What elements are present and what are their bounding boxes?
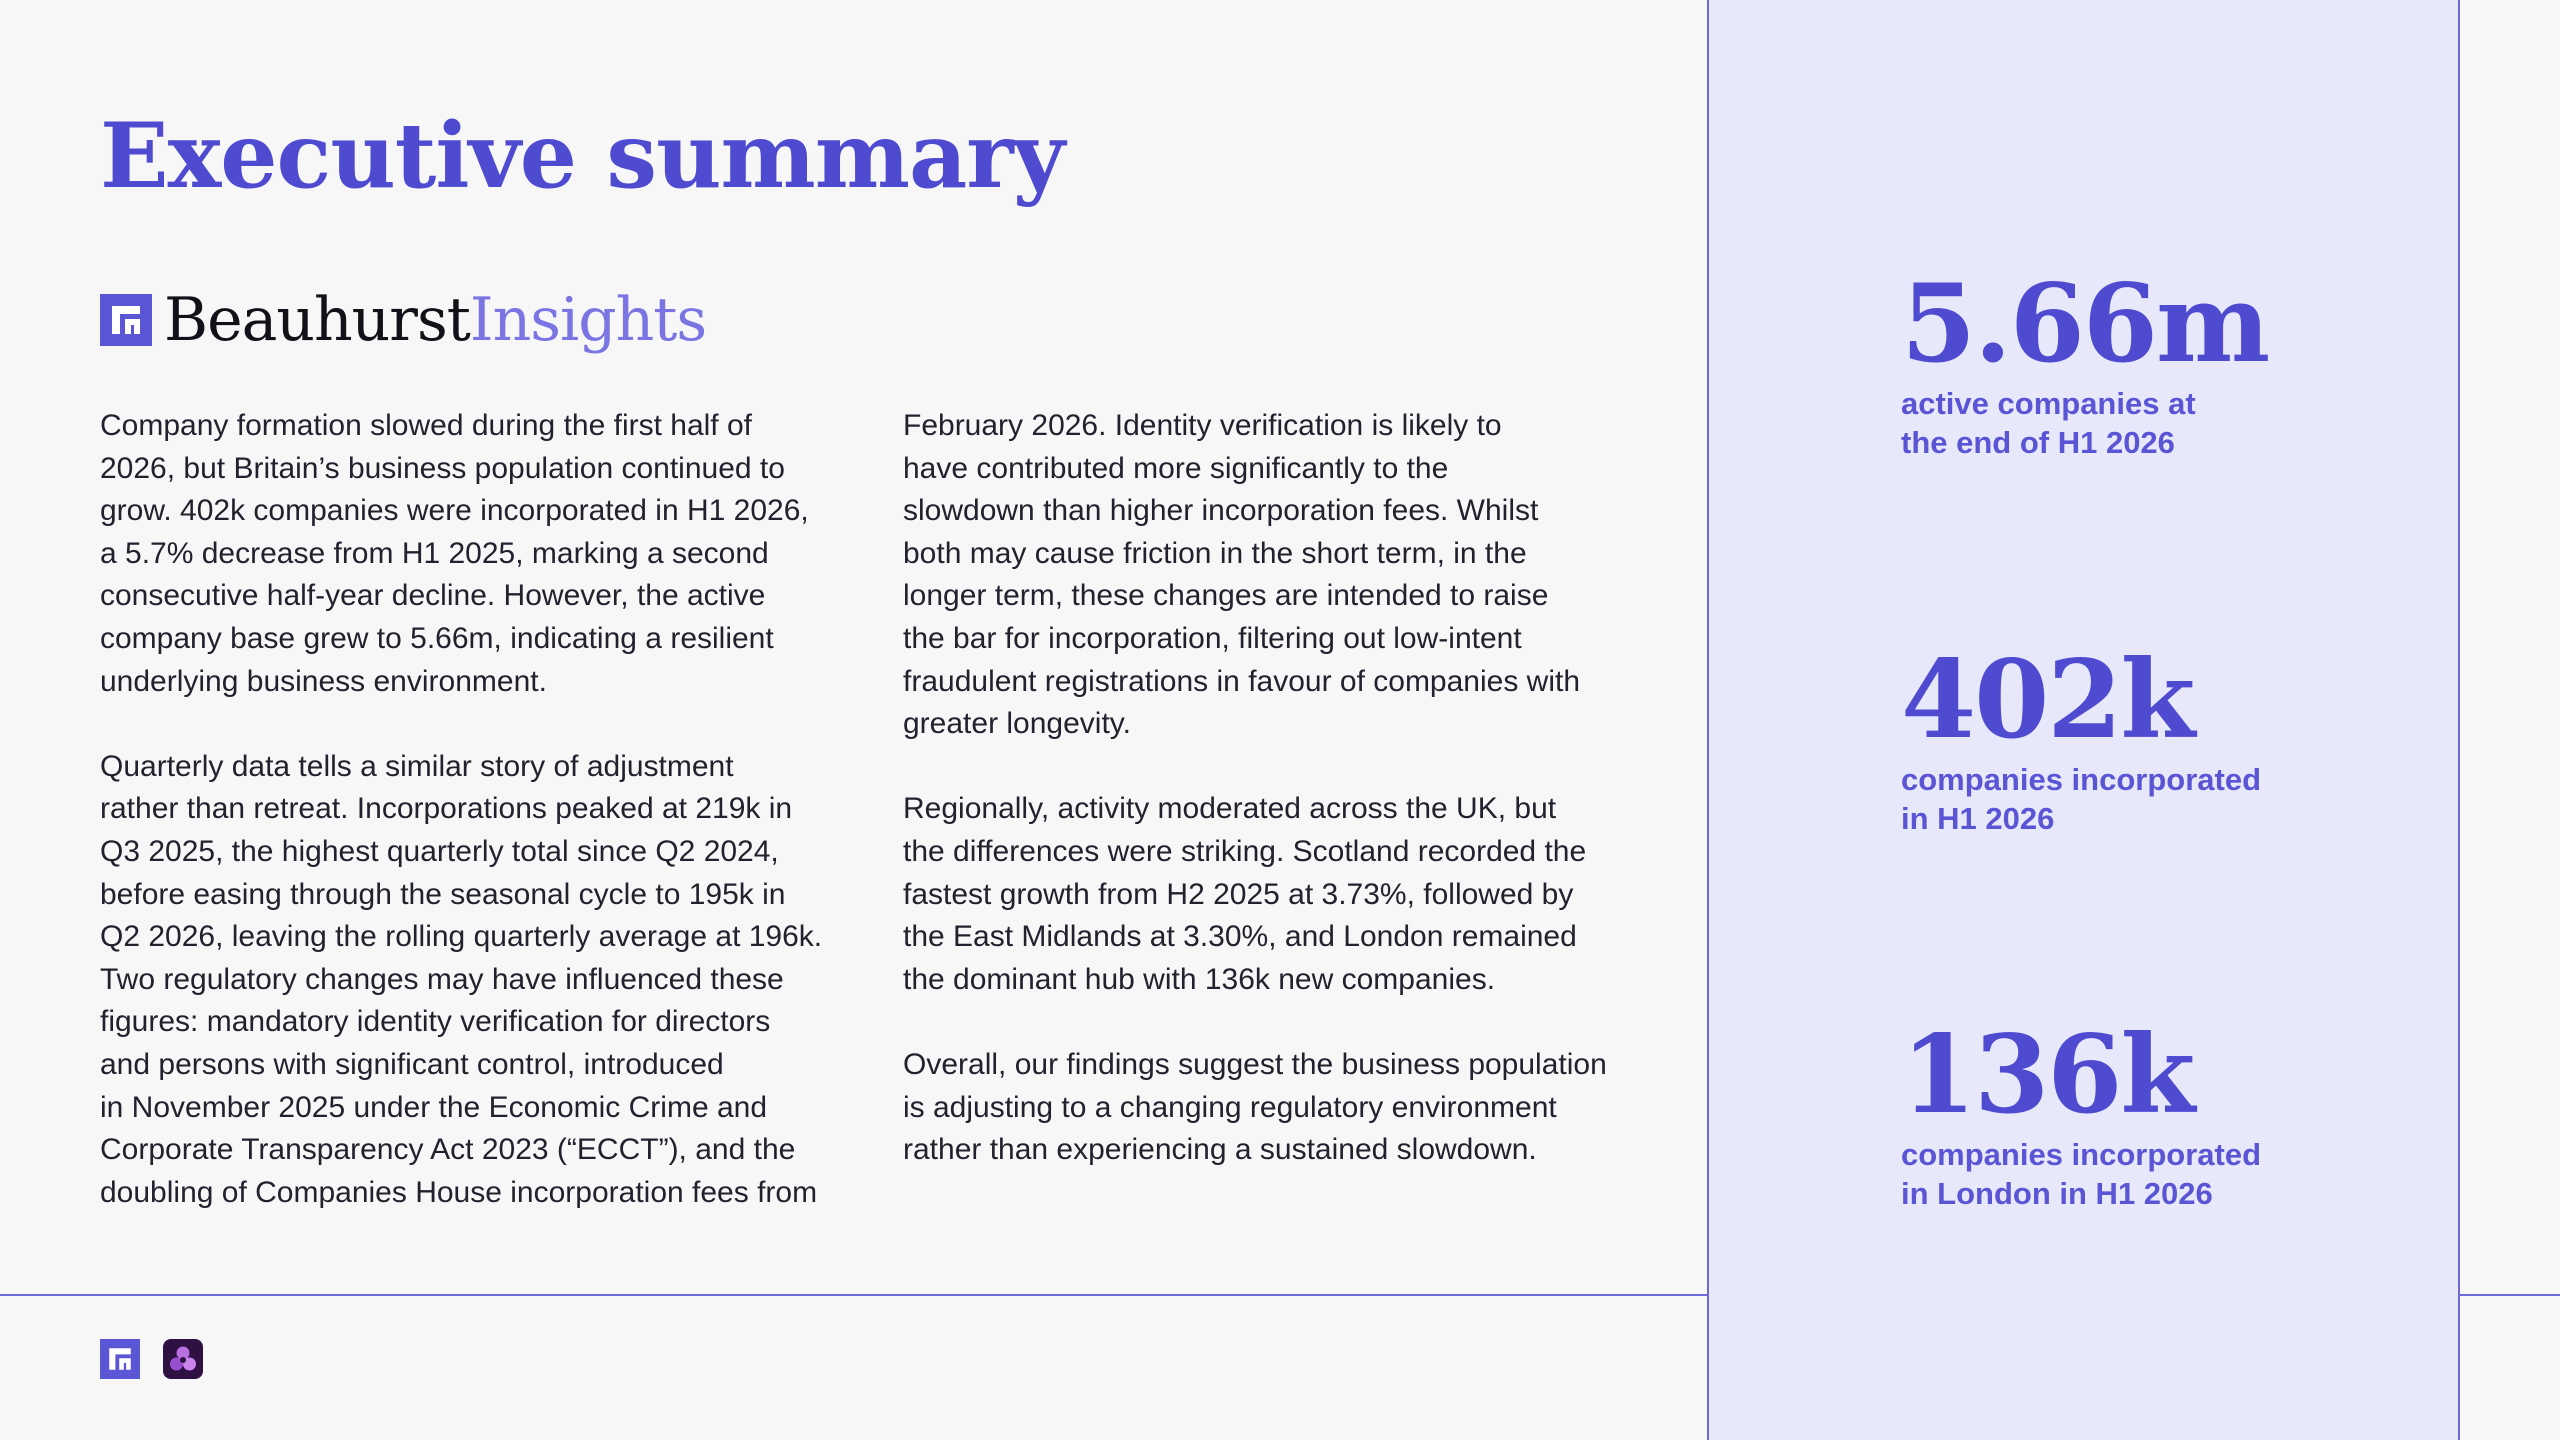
text-line: before easing through the seasonal cycle to 195k in — [100, 877, 786, 911]
stat-value: 402k — [1901, 637, 2194, 763]
text-line: Two regulatory changes may have influenced these — [100, 962, 784, 996]
paragraph — [903, 1044, 1663, 1172]
beauhurst-logo-icon — [100, 294, 152, 346]
text-line: the dominant hub with 136k new companies. — [903, 962, 1496, 996]
beauhurst-insights-logo — [100, 284, 706, 356]
stat-companies-incorporated — [1901, 637, 2262, 838]
partner-logo-icon — [163, 1339, 203, 1379]
stat-london-incorporations — [1901, 1012, 2262, 1213]
stat-label — [1901, 760, 2261, 838]
text-line: both may cause friction in the short term, in the — [903, 536, 1527, 570]
text-line: the differences were striking. Scotland recorded the — [903, 834, 1587, 868]
text-line: the bar for incorporation, filtering out low-intent — [903, 621, 1522, 655]
page-title: Executive summary — [100, 103, 1064, 209]
footer-divider-left — [0, 1294, 1707, 1296]
logo-word-insights: Insights — [469, 285, 707, 355]
stat-label-line: the end of H1 2026 — [1901, 425, 2175, 460]
stat-label-line: in London in H1 2026 — [1901, 1176, 2213, 1211]
stat-label-line: active companies at — [1901, 386, 2196, 421]
body-text-left-column — [100, 405, 860, 1257]
text-line: Q3 2025, the highest quarterly total since Q2 2024, — [100, 834, 779, 868]
text-line: rather than experiencing a sustained slowdown. — [903, 1133, 1537, 1167]
text-line: Corporate Transparency Act 2023 (“ECCT”), and the — [100, 1133, 796, 1167]
text-line: company base grew to 5.66m, indicating a resilient — [100, 621, 774, 655]
text-line: Q2 2026, leaving the rolling quarterly average at 196k. — [100, 920, 823, 954]
text-line: in November 2025 under the Economic Crime and — [100, 1090, 768, 1124]
text-line: slowdown than higher incorporation fees. Whilst — [903, 494, 1539, 528]
text-line: fraudulent registrations in favour of companies with — [903, 664, 1581, 698]
stat-label — [1901, 384, 2268, 462]
paragraph — [903, 405, 1663, 746]
text-line: Overall, our findings suggest the business population — [903, 1047, 1607, 1081]
logo-word-beauhurst: Beauhurst — [164, 285, 470, 355]
body-text-right-column — [903, 405, 1663, 1214]
paragraph — [100, 405, 860, 703]
paragraph — [903, 788, 1663, 1001]
text-line: have contributed more significantly to the — [903, 451, 1449, 485]
text-line: Quarterly data tells a similar story of adjustment — [100, 749, 734, 783]
text-line: February 2026. Identity verification is likely to — [903, 409, 1502, 442]
text-line: 2026, but Britain’s business population continued to — [100, 451, 785, 485]
stat-label-line: in H1 2026 — [1901, 801, 2055, 836]
text-line: grow. 402k companies were incorporated in H1 2026, — [100, 494, 809, 528]
beauhurst-logo-icon — [100, 1339, 140, 1379]
stat-label-line: companies incorporated — [1901, 1137, 2262, 1172]
text-line: greater longevity. — [903, 707, 1131, 741]
key-stats-panel — [1707, 0, 2460, 1440]
text-line: consecutive half-year decline. However, the active — [100, 579, 766, 613]
stat-value: 136k — [1901, 1012, 2194, 1138]
stat-active-companies — [1901, 261, 2269, 462]
text-line: and persons with significant control, introduced — [100, 1047, 724, 1081]
text-line: fastest growth from H2 2025 at 3.73%, followed by — [903, 877, 1574, 911]
text-line: Regionally, activity moderated across the UK, but — [903, 792, 1557, 826]
text-line: is adjusting to a changing regulatory environment — [903, 1090, 1557, 1124]
text-line: the East Midlands at 3.30%, and London remained — [903, 920, 1577, 954]
text-line: Company formation slowed during the first half of — [100, 409, 752, 442]
logo-wordmark — [164, 284, 706, 356]
text-line: underlying business environment. — [100, 664, 547, 698]
text-line: a 5.7% decrease from H1 2025, marking a second — [100, 536, 769, 570]
text-line: figures: mandatory identity verification for directors — [100, 1005, 771, 1039]
text-line: rather than retreat. Incorporations peaked at 219k in — [100, 792, 793, 826]
stat-label — [1901, 1135, 2261, 1213]
paragraph — [100, 746, 860, 1215]
footer-divider-right — [2458, 1294, 2560, 1296]
text-line: longer term, these changes are intended to raise — [903, 579, 1549, 613]
stat-label-line: companies incorporated — [1901, 762, 2262, 797]
stat-value: 5.66m — [1901, 261, 2269, 387]
text-line: doubling of Companies House incorporation fees from — [100, 1175, 818, 1209]
